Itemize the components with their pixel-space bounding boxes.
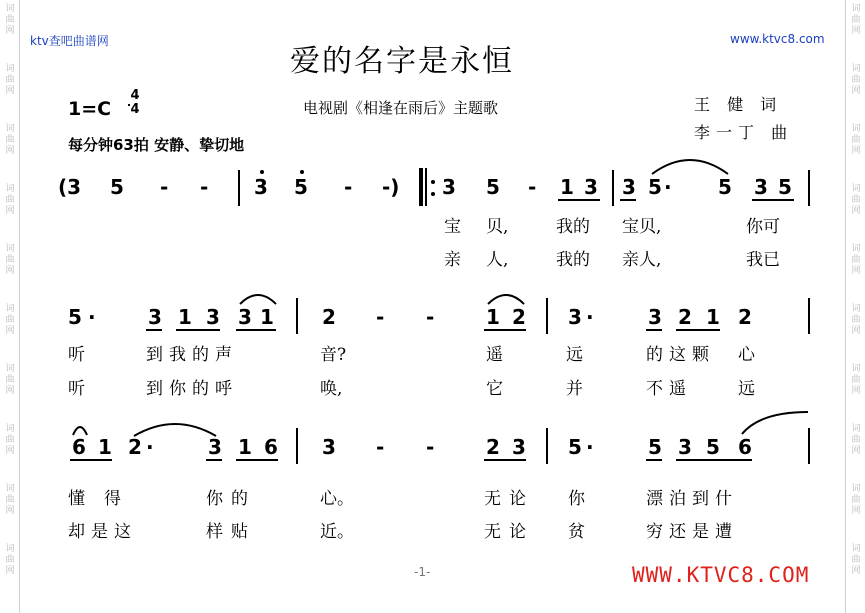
eighth-underline — [206, 459, 222, 461]
note: 5 — [110, 175, 124, 199]
note: - — [376, 305, 385, 329]
lyric: 你可 — [746, 217, 780, 237]
time-top: 4 — [130, 88, 140, 103]
side-watermark-char: 词 — [5, 244, 15, 254]
eighth-underline — [676, 329, 720, 331]
lyric: 我的 — [556, 217, 590, 237]
side-watermark-char: 曲 — [5, 135, 15, 145]
page-number: -1- — [414, 565, 431, 579]
note: · — [88, 305, 96, 329]
eighth-underline — [558, 199, 600, 201]
note: 3 — [254, 175, 268, 199]
site-watermark-right: www.ktvc8.com — [730, 32, 825, 46]
side-watermark-char: 词 — [5, 364, 15, 374]
eighth-underline — [236, 459, 278, 461]
side-watermark-group — [851, 120, 860, 180]
side-watermark-char: 词 — [851, 4, 861, 14]
side-watermark-group — [851, 0, 860, 60]
slur — [132, 418, 218, 438]
note: 5 — [568, 435, 582, 459]
note: 2 — [738, 305, 752, 329]
note: 3 — [512, 435, 526, 459]
side-watermark-char: 词 — [851, 304, 861, 314]
side-watermark-char: 网 — [851, 266, 861, 276]
note: 6 — [264, 435, 278, 459]
slur — [238, 290, 278, 306]
side-watermark-char: 网 — [851, 86, 861, 96]
note: · — [586, 435, 594, 459]
side-watermark-group — [5, 240, 14, 300]
lyric: 却是这 — [68, 522, 137, 542]
side-watermark-group — [5, 0, 14, 60]
lyricist-credit: 王 健 词 — [694, 95, 783, 114]
side-watermark-char: 词 — [851, 124, 861, 134]
side-watermark-char: 曲 — [851, 435, 861, 445]
note: - — [344, 175, 353, 199]
side-watermark-group — [5, 60, 14, 120]
lyric: 亲人, — [622, 250, 662, 270]
eighth-underline — [620, 199, 636, 201]
note: - — [376, 435, 385, 459]
side-watermark-char: 网 — [5, 266, 15, 276]
side-watermark-char: 曲 — [851, 375, 861, 385]
note: 1 — [238, 435, 252, 459]
note: (3 — [58, 175, 82, 199]
side-watermark-char: 曲 — [5, 315, 15, 325]
key-signature: 1=C — [68, 98, 112, 120]
side-watermark-char: 曲 — [851, 495, 861, 505]
slur — [650, 152, 730, 176]
note: 1 — [98, 435, 112, 459]
footer-site-logo: WWW.KTVC8.COM — [632, 563, 810, 587]
note: 1 — [560, 175, 574, 199]
side-watermark-char: 词 — [5, 124, 15, 134]
side-watermark-char: 网 — [851, 26, 861, 36]
note: - — [200, 175, 209, 199]
song-title: 爱的名字是永恒 — [290, 44, 514, 79]
side-watermark-char: 曲 — [5, 15, 15, 25]
lyric: 远 — [738, 379, 755, 399]
side-watermark-char: 曲 — [851, 255, 861, 265]
left-border-line — [19, 0, 20, 613]
lyric: 近。 — [320, 522, 354, 542]
tempo-marking: 每分钟63拍 安静、挚切地 — [68, 136, 245, 154]
lyric: 到我的声 — [146, 345, 238, 365]
side-watermark-group — [851, 480, 860, 540]
note: - — [160, 175, 169, 199]
side-watermark-group — [5, 180, 14, 240]
composer-credit: 李一丁 曲 — [694, 123, 794, 142]
side-watermark-char: 曲 — [851, 135, 861, 145]
lyric: 得 — [104, 489, 121, 509]
side-watermark-char: 网 — [5, 446, 15, 456]
lyric: 贫 — [568, 522, 585, 542]
barline — [612, 170, 614, 206]
side-watermark-group — [851, 60, 860, 120]
side-watermark-char: 词 — [851, 364, 861, 374]
note: 1 — [178, 305, 192, 329]
repeat-barline-thin — [425, 168, 427, 206]
side-watermark-char: 词 — [851, 484, 861, 494]
note: 3 — [148, 305, 162, 329]
note: 2 — [322, 305, 336, 329]
note: 6 — [72, 435, 86, 459]
note: 5 — [778, 175, 792, 199]
side-watermark-char: 曲 — [851, 15, 861, 25]
eighth-underline — [752, 199, 794, 201]
note: 3 — [678, 435, 692, 459]
lyric: 听 — [68, 379, 85, 399]
side-watermark-char: 曲 — [851, 555, 861, 565]
lyric: 远 — [566, 345, 583, 365]
lyric: 无论 — [484, 489, 534, 509]
note: 5 — [68, 305, 82, 329]
lyric: 它 — [486, 379, 503, 399]
eighth-underline — [646, 459, 662, 461]
lyric: 并 — [566, 379, 583, 399]
note: 5 — [294, 175, 308, 199]
repeat-barline — [419, 168, 423, 206]
note: 3 — [206, 305, 220, 329]
lyric: 不遥 — [646, 379, 692, 399]
eighth-underline — [484, 329, 526, 331]
fermata-slur — [72, 422, 88, 436]
side-watermark-char: 词 — [5, 424, 15, 434]
side-watermark-group — [5, 420, 14, 480]
note: 6 — [738, 435, 752, 459]
side-watermark-char: 网 — [5, 206, 15, 216]
note: 5 — [648, 175, 662, 199]
note: 3 — [584, 175, 598, 199]
note: 1 — [486, 305, 500, 329]
lyric: 样贴 — [206, 522, 256, 542]
lyric: 亲 — [444, 250, 461, 270]
high-dot — [260, 170, 264, 174]
side-watermark-group — [5, 480, 14, 540]
note: 1 — [706, 305, 720, 329]
lyric: 我已 — [746, 250, 780, 270]
lyric: 贝, — [486, 217, 509, 237]
side-watermark-group — [5, 120, 14, 180]
note: 2 — [678, 305, 692, 329]
side-watermark-char: 网 — [851, 446, 861, 456]
eighth-underline — [146, 329, 162, 331]
eighth-underline — [176, 329, 220, 331]
side-watermark-char: 网 — [5, 386, 15, 396]
side-watermark-char: 曲 — [5, 255, 15, 265]
side-watermark-char: 网 — [5, 506, 15, 516]
time-signature — [128, 89, 142, 117]
note: 3 — [442, 175, 456, 199]
note: 3 — [568, 305, 582, 329]
subtitle: 电视剧《相逢在雨后》主题歌 — [303, 99, 499, 117]
side-watermark-char: 词 — [5, 64, 15, 74]
lyric: 音? — [320, 345, 347, 365]
eighth-underline — [484, 459, 526, 461]
side-watermark-char: 网 — [851, 506, 861, 516]
side-watermark-char: 网 — [5, 26, 15, 36]
time-bottom: 4 — [130, 102, 140, 117]
side-watermark-char: 词 — [5, 304, 15, 314]
barline — [296, 428, 298, 464]
lyric: 遥 — [486, 345, 503, 365]
lyric: 唤, — [320, 379, 343, 399]
side-watermark-char: 曲 — [851, 75, 861, 85]
eighth-underline — [676, 459, 752, 461]
note: - — [426, 305, 435, 329]
lyric: 人, — [486, 250, 509, 270]
repeat-dot — [431, 180, 435, 184]
side-watermark-char: 曲 — [5, 555, 15, 565]
side-watermark-char: 词 — [851, 544, 861, 554]
lyric: 到你的呼 — [146, 379, 238, 399]
barline — [808, 170, 810, 206]
eighth-underline — [236, 329, 276, 331]
barline — [546, 428, 548, 464]
side-watermark-group — [851, 540, 860, 600]
side-watermark-char: 曲 — [5, 435, 15, 445]
note: - — [426, 435, 435, 459]
note: 2 — [512, 305, 526, 329]
side-watermark-group — [851, 180, 860, 240]
note: · — [146, 435, 154, 459]
note: 2 — [486, 435, 500, 459]
side-watermark-char: 网 — [851, 146, 861, 156]
side-watermark-char: 词 — [5, 4, 15, 14]
note: 3 — [648, 305, 662, 329]
lyric: 你的 — [206, 489, 256, 509]
note: 3 — [754, 175, 768, 199]
side-watermark-char: 网 — [851, 326, 861, 336]
lyric: 心。 — [320, 489, 354, 509]
side-watermark-group — [5, 360, 14, 420]
site-watermark-left: ktv查吧曲谱网 — [30, 34, 109, 48]
side-watermark-char: 网 — [5, 326, 15, 336]
side-watermark-char: 词 — [851, 64, 861, 74]
side-watermark-char: 网 — [5, 566, 15, 576]
barline — [296, 298, 298, 334]
lyric: 宝贝, — [622, 217, 662, 237]
barline — [808, 298, 810, 334]
lyric: 无论 — [484, 522, 534, 542]
note: 3 — [238, 305, 252, 329]
side-watermark-char: 网 — [851, 386, 861, 396]
barline — [808, 428, 810, 464]
side-watermark-group — [5, 300, 14, 360]
note: 2 — [128, 435, 142, 459]
slur — [486, 290, 526, 306]
side-watermark-char: 词 — [5, 484, 15, 494]
side-watermark-group — [5, 540, 14, 600]
note: 3 — [322, 435, 336, 459]
note: -) — [382, 175, 400, 199]
eighth-underline — [70, 459, 112, 461]
side-watermark-char: 词 — [851, 184, 861, 194]
lyric: 穷还是遭 — [646, 522, 738, 542]
lyric: 心 — [738, 345, 755, 365]
side-watermark-char: 曲 — [5, 495, 15, 505]
lyric: 漂泊到什 — [646, 489, 738, 509]
side-watermark-group — [851, 300, 860, 360]
tie-to-next-line — [740, 410, 810, 436]
note: · — [586, 305, 594, 329]
side-watermark-char: 曲 — [5, 375, 15, 385]
side-watermark-char: 网 — [5, 86, 15, 96]
lyric: 你 — [568, 489, 585, 509]
side-watermark-char: 曲 — [5, 195, 15, 205]
side-watermark-group — [851, 420, 860, 480]
right-border-line — [845, 0, 846, 613]
note: 3 — [208, 435, 222, 459]
side-watermark-char: 网 — [851, 206, 861, 216]
note: - — [528, 175, 537, 199]
side-watermark-group — [851, 360, 860, 420]
side-watermark-char: 词 — [5, 544, 15, 554]
side-watermark-char: 词 — [851, 424, 861, 434]
note: 5 — [718, 175, 732, 199]
side-watermark-char: 词 — [851, 244, 861, 254]
left-side-watermark — [2, 0, 18, 613]
lyric: 听 — [68, 345, 85, 365]
note: 5 — [648, 435, 662, 459]
lyric: 的这颗 — [646, 345, 715, 365]
eighth-underline — [646, 329, 662, 331]
note: 5 — [706, 435, 720, 459]
barline — [238, 170, 240, 206]
side-watermark-char: 曲 — [5, 75, 15, 85]
note: 5 — [486, 175, 500, 199]
note: · — [664, 175, 672, 199]
side-watermark-char: 词 — [5, 184, 15, 194]
note: 1 — [260, 305, 274, 329]
barline — [546, 298, 548, 334]
right-side-watermark — [848, 0, 864, 613]
lyric: 懂 — [68, 489, 85, 509]
high-dot — [300, 170, 304, 174]
repeat-dot — [431, 192, 435, 196]
side-watermark-char: 曲 — [851, 195, 861, 205]
lyric: 我的 — [556, 250, 590, 270]
side-watermark-char: 网 — [5, 146, 15, 156]
side-watermark-char: 网 — [851, 566, 861, 576]
side-watermark-char: 曲 — [851, 315, 861, 325]
side-watermark-group — [851, 240, 860, 300]
note: 3 — [622, 175, 636, 199]
lyric: 宝 — [444, 217, 461, 237]
